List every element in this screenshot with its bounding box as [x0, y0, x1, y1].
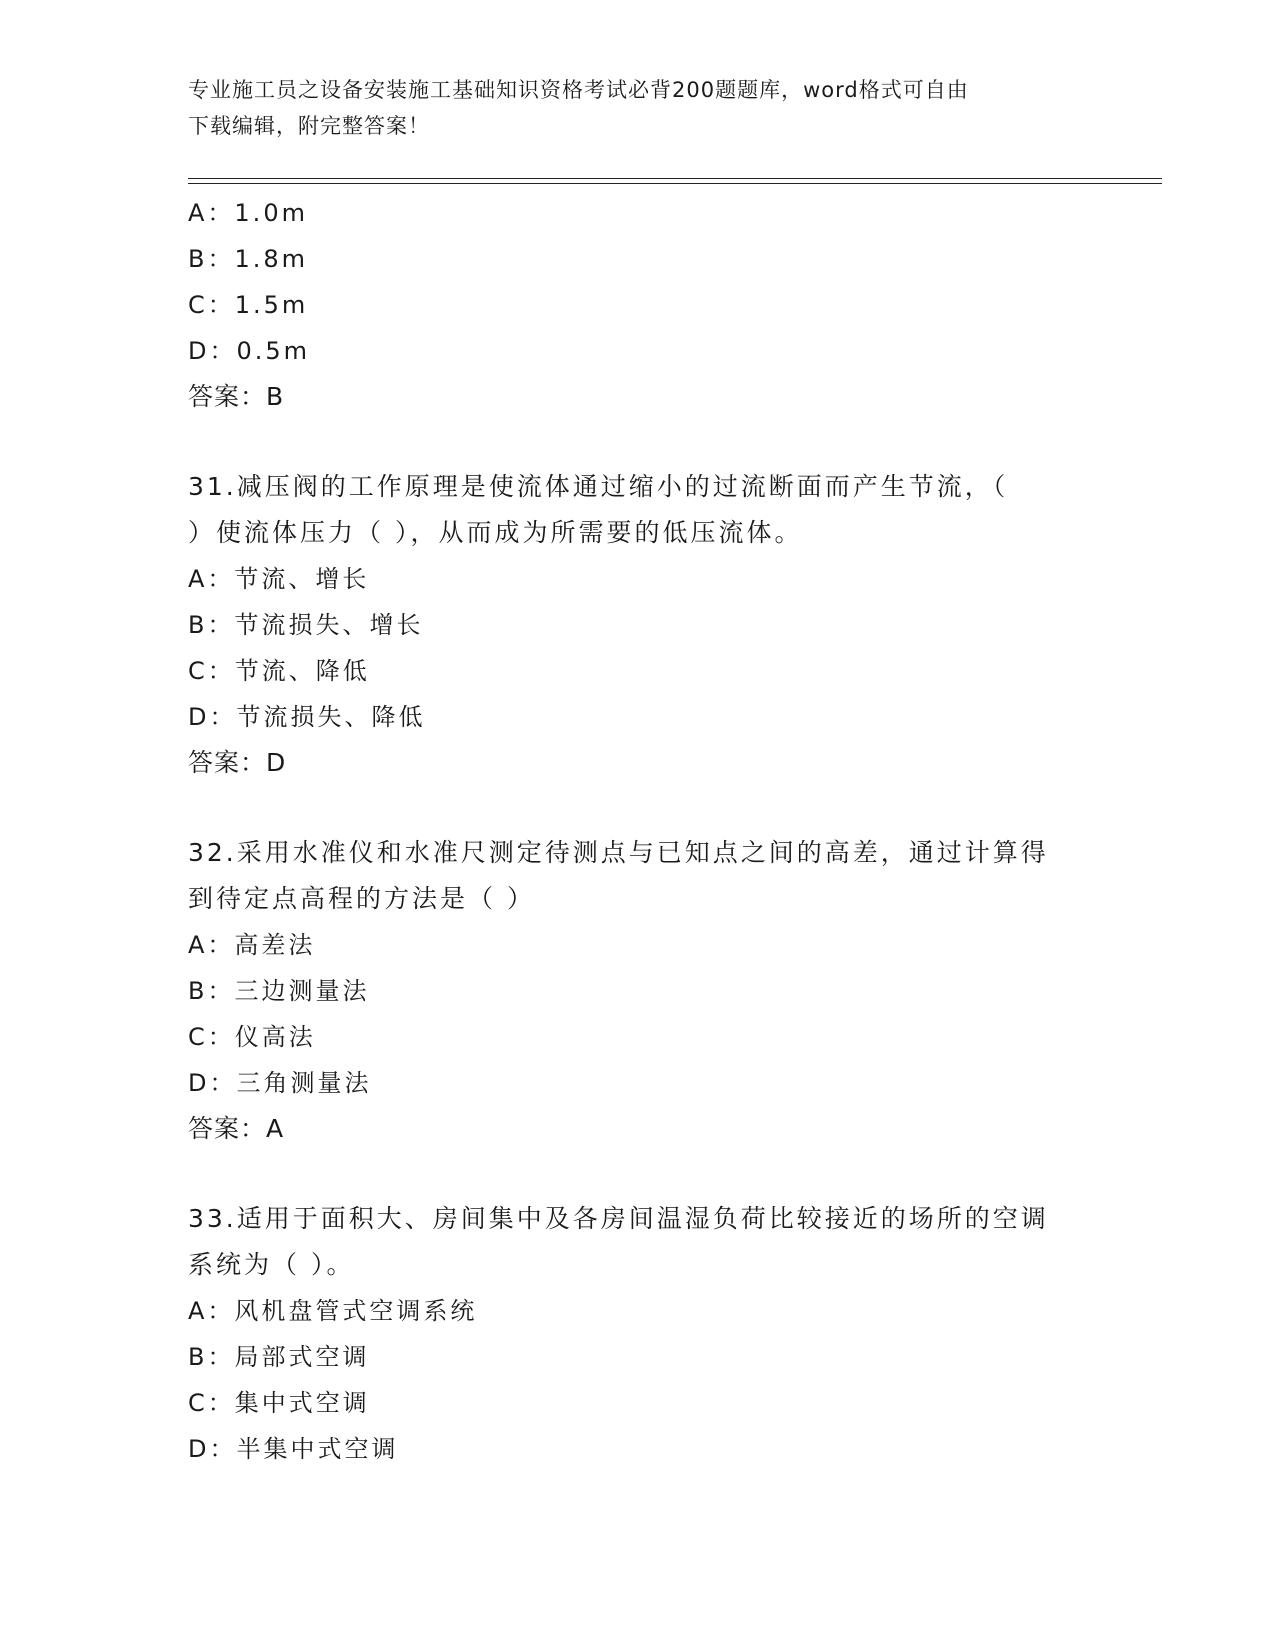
answer: 答案：B — [188, 382, 285, 411]
question-31 — [188, 464, 1088, 786]
question-stem-line-2: 系统为（ ）。 — [188, 1250, 355, 1279]
question-stem — [188, 464, 1088, 556]
option-c: C：节流、降低 — [188, 657, 370, 685]
option-a: A：1.0m — [188, 199, 308, 227]
answer: 答案：D — [188, 748, 287, 777]
question-stem — [188, 830, 1088, 922]
option-d: D：节流损失、降低 — [188, 703, 426, 731]
option-c: C：1.5m — [188, 291, 309, 319]
option-b: B：三边测量法 — [188, 977, 370, 1005]
option-b: B：局部式空调 — [188, 1343, 370, 1371]
question-stem — [188, 1196, 1088, 1288]
option-c: C：集中式空调 — [188, 1389, 370, 1417]
header-divider-top — [188, 178, 1162, 179]
option-a: A：风机盘管式空调系统 — [188, 1297, 478, 1325]
option-a: A：节流、增长 — [188, 565, 370, 593]
question-32 — [188, 830, 1088, 1152]
option-d: D：半集中式空调 — [188, 1435, 399, 1463]
question-stem-line-1: 31.减压阀的工作原理是使流体通过缩小的过流断面而产生节流，（ — [188, 472, 1009, 501]
option-c: C：仪高法 — [188, 1023, 316, 1051]
question-stem-line-2: 到待定点高程的方法是（ ） — [188, 884, 535, 913]
question-list — [188, 190, 1088, 1472]
answer: 答案：A — [188, 1114, 285, 1143]
question-30 — [188, 190, 1088, 420]
option-d: D：0.5m — [188, 337, 311, 365]
header-line-1: 专业施工员之设备安装施工基础知识资格考试必背200题题库，word格式可自由 — [188, 78, 969, 102]
document-header — [188, 72, 1088, 144]
question-stem-line-1: 33.适用于面积大、房间集中及各房间温湿负荷比较接近的场所的空调 — [188, 1204, 1049, 1233]
question-stem-line-2: ）使流体压力（ ），从而成为所需要的低压流体。 — [188, 518, 803, 547]
header-line-2: 下载编辑，附完整答案！ — [188, 114, 430, 138]
question-stem-line-1: 32.采用水准仪和水准尺测定待测点与已知点之间的高差，通过计算得 — [188, 838, 1049, 867]
option-b: B：节流损失、增长 — [188, 611, 424, 639]
option-b: B：1.8m — [188, 245, 309, 273]
header-divider-bottom — [188, 183, 1162, 184]
option-a: A：高差法 — [188, 931, 316, 959]
question-33 — [188, 1196, 1088, 1472]
option-d: D：三角测量法 — [188, 1069, 372, 1097]
